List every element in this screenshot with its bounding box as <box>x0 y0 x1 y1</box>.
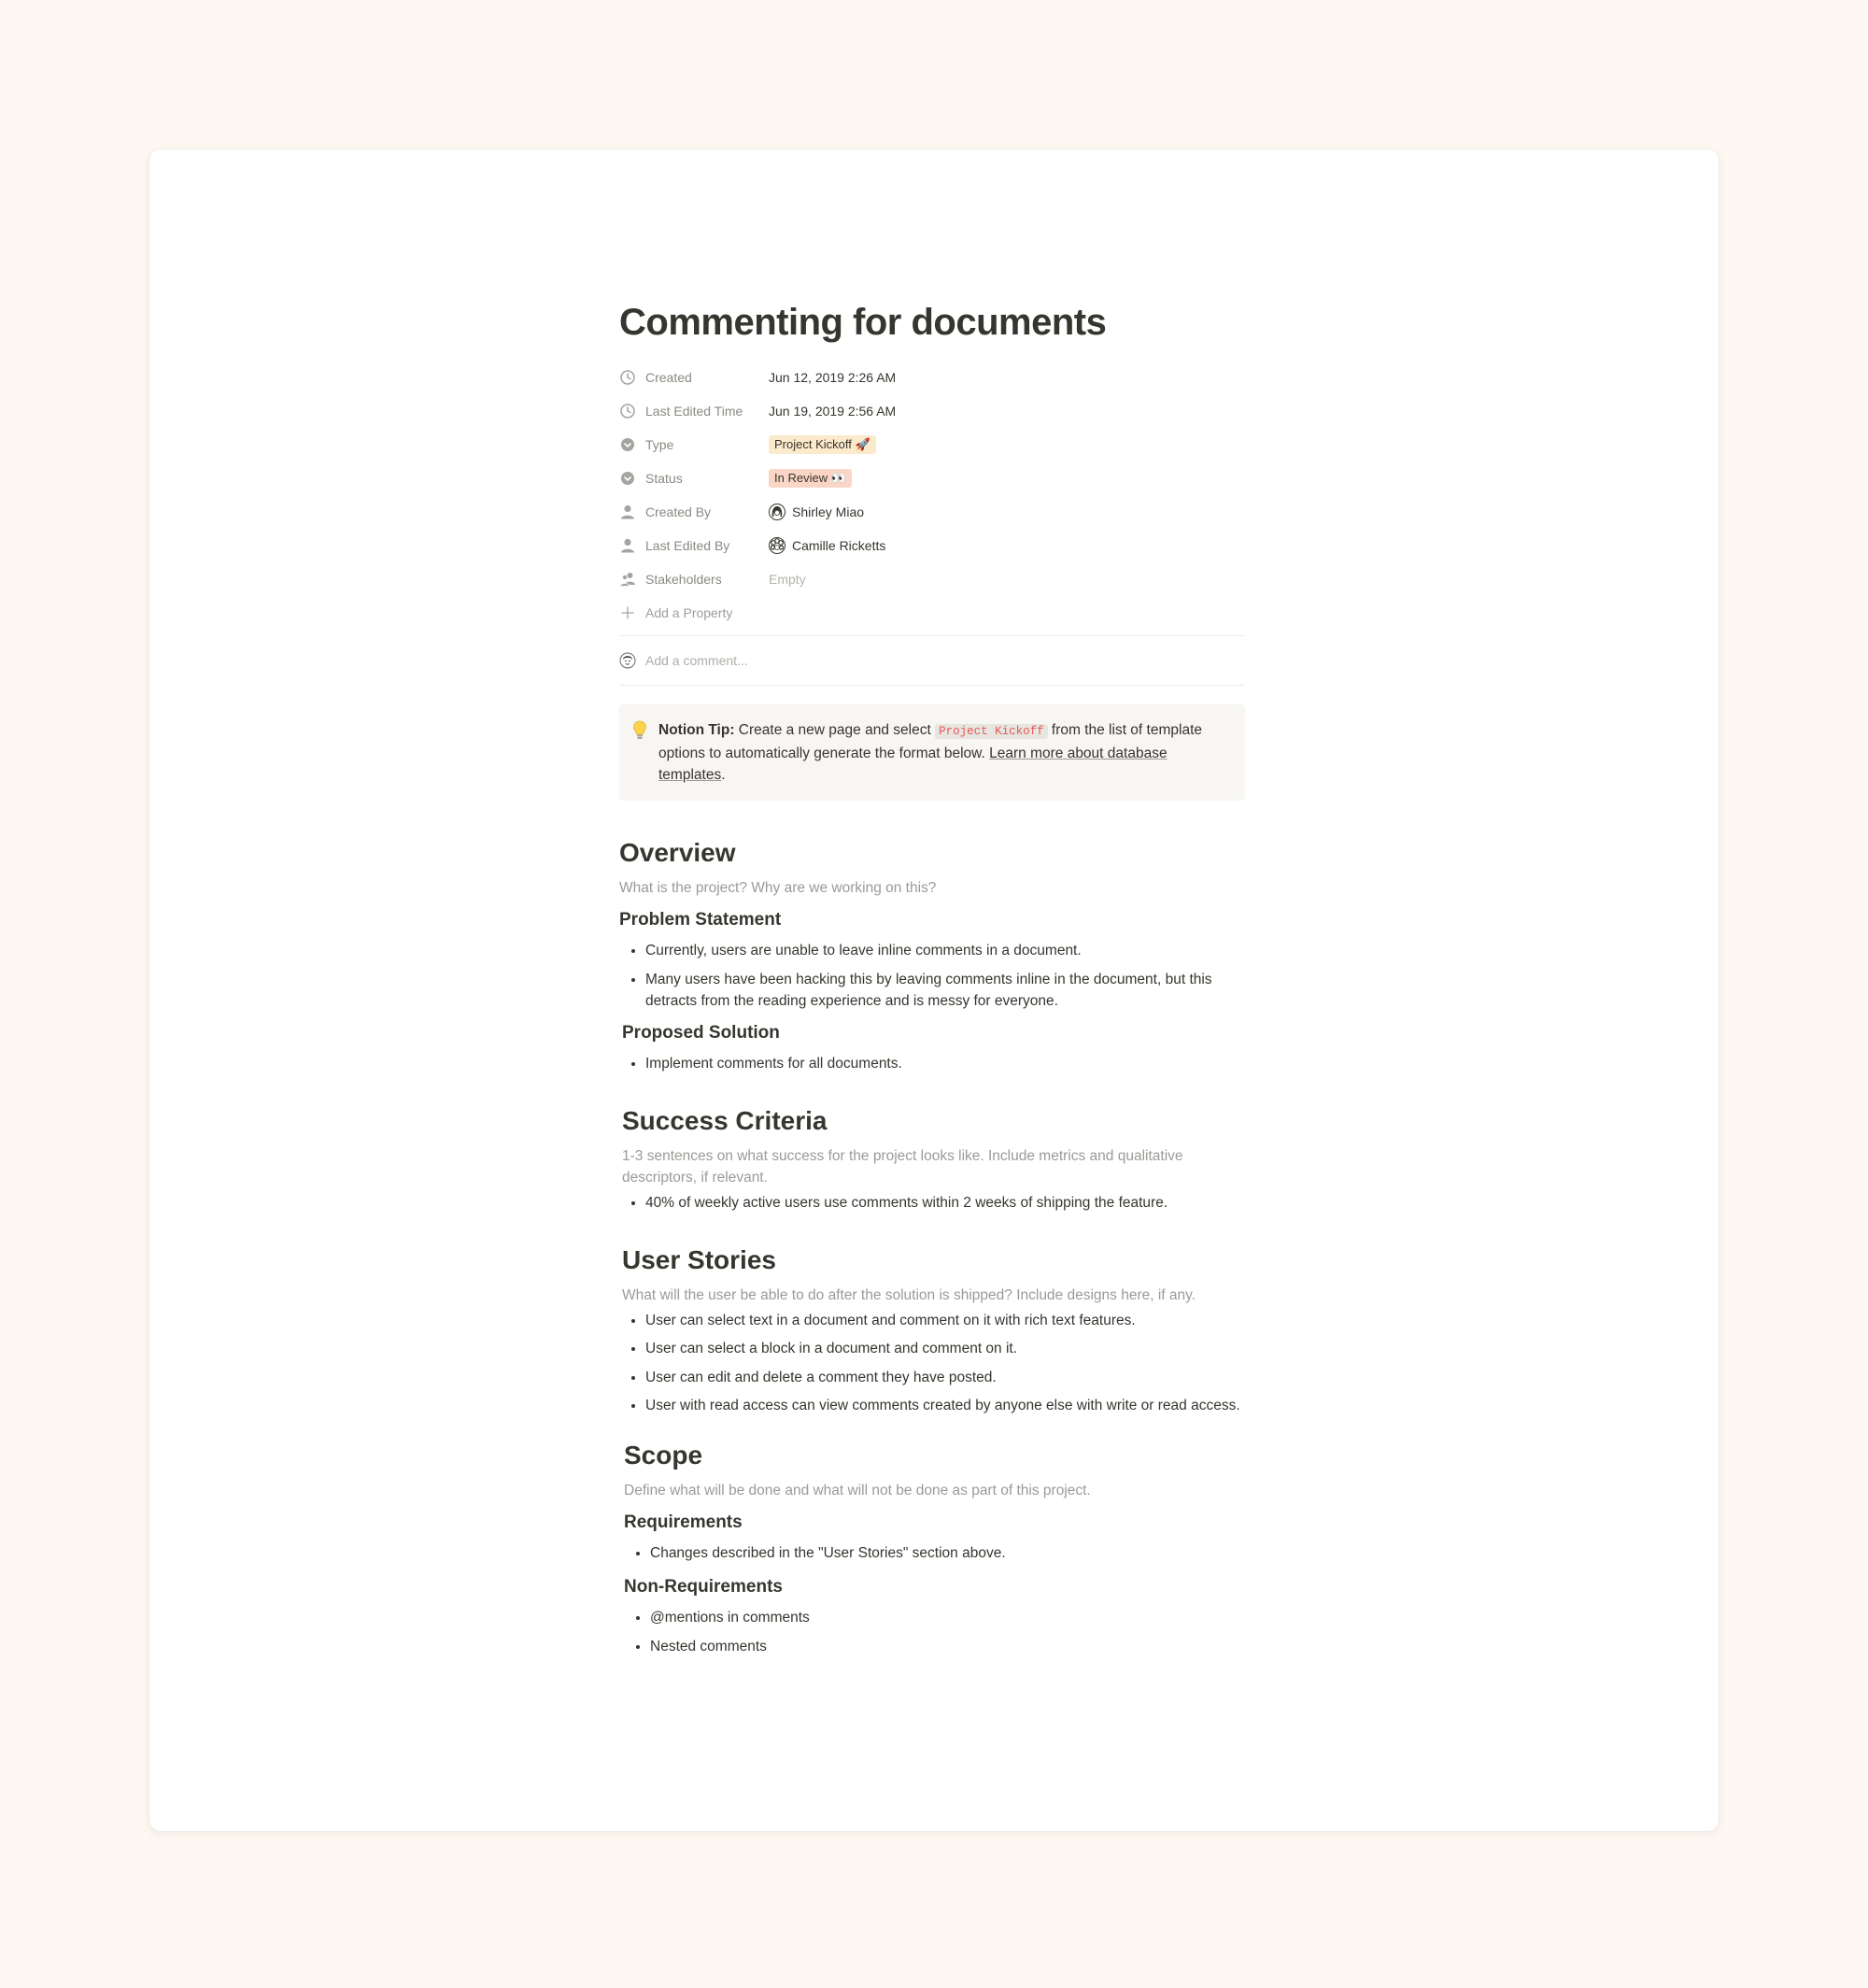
avatar-woman-icon <box>769 504 785 520</box>
callout-text-2: from the list of template options to automatically generate the format below. <box>658 722 1202 761</box>
add-property-label: Add a Property <box>645 605 733 620</box>
heading-requirements[interactable]: Requirements <box>624 1512 743 1532</box>
stories-list <box>619 1310 1245 1417</box>
list-item[interactable]: • User can edit and delete a comment they have posted. <box>645 1367 1245 1388</box>
person-icon <box>619 504 636 520</box>
comment-input[interactable] <box>619 636 1245 685</box>
success-list <box>619 1192 1245 1214</box>
user-name: Shirley Miao <box>792 504 865 519</box>
list-item[interactable]: • 40% of weekly active users use comments within 2 weeks of shipping the feature. <box>645 1192 1245 1214</box>
property-status-value[interactable] <box>769 469 852 488</box>
database-templates-link[interactable]: Learn more about database templates <box>658 746 1168 783</box>
property-stakeholders-key[interactable] <box>619 571 769 588</box>
property-created-by-key[interactable] <box>619 504 769 520</box>
property-created-key[interactable] <box>619 369 769 386</box>
scope-hint[interactable]: Define what will be done and what will not be done as part of this project. <box>624 1483 1091 1498</box>
property-label: Type <box>645 437 674 452</box>
property-type-value[interactable] <box>769 435 876 454</box>
avatar-man-icon <box>619 652 636 669</box>
problem-list <box>619 940 1245 1012</box>
property-label: Stakeholders <box>645 572 722 587</box>
property-created-by-value[interactable] <box>769 504 864 520</box>
avatar <box>769 537 785 554</box>
avatar-curly-icon <box>769 537 785 554</box>
page-title[interactable]: Commenting for documents <box>619 302 1107 343</box>
status-tag[interactable]: In Review 👀 <box>769 469 852 488</box>
callout-text-1: Create a new page and select <box>734 722 936 738</box>
callout-text-3: . <box>721 767 726 783</box>
property-label: Last Edited By <box>645 538 730 553</box>
select-icon <box>619 470 636 487</box>
add-property-button[interactable] <box>619 596 1245 630</box>
property-type <box>619 428 1245 462</box>
comment-placeholder: Add a comment... <box>645 653 748 668</box>
property-created <box>619 361 1245 394</box>
heading-success-criteria[interactable]: Success Criteria <box>622 1105 828 1135</box>
heading-user-stories[interactable]: User Stories <box>622 1244 776 1274</box>
property-last-edited-by-value[interactable] <box>769 537 885 554</box>
avatar <box>619 652 636 669</box>
list-item[interactable]: • Implement comments for all documents. <box>645 1053 1245 1074</box>
list-item[interactable]: • Currently, users are unable to leave inline comments in a document. <box>645 940 1245 961</box>
callout-bold: Notion Tip: <box>658 722 735 738</box>
properties-panel <box>619 361 1245 630</box>
page-content <box>619 299 1245 1664</box>
person-icon <box>619 537 636 554</box>
success-hint[interactable]: 1-3 sentences on what success for the project looks like. Include metrics and qualitative descriptors, if relevant. <box>622 1147 1183 1186</box>
inline-code: Project Kickoff <box>935 724 1048 739</box>
non-requirements-list <box>624 1607 1245 1657</box>
property-created-by <box>619 495 1245 529</box>
scope-section <box>624 1439 1245 1657</box>
solution-list <box>619 1053 1245 1074</box>
stories-section <box>622 1243 1245 1306</box>
property-label: Status <box>645 471 683 486</box>
property-stakeholders-value[interactable]: Empty <box>769 572 806 587</box>
property-last-edited-time-key[interactable] <box>619 403 769 419</box>
people-icon <box>619 571 636 588</box>
stories-hint[interactable]: What will the user be able to do after the solution is shipped? Include designs here, if any. <box>622 1286 1196 1303</box>
list-item[interactable]: • User can select a block in a document and comment on it. <box>645 1338 1245 1359</box>
list-item[interactable]: • User can select text in a document and comment on it with rich text features. <box>645 1310 1245 1331</box>
list-item[interactable]: • Many users have been hacking this by leaving comments inline in the document, but this detracts from the reading experience and is messy for everyone. <box>645 969 1245 1012</box>
select-icon <box>619 436 636 453</box>
heading-proposed-solution[interactable]: Proposed Solution <box>622 1022 780 1043</box>
notion-tip-callout <box>619 704 1245 801</box>
heading-non-requirements[interactable]: Non-Requirements <box>624 1577 783 1597</box>
clock-icon <box>619 369 636 386</box>
heading-overview[interactable]: Overview <box>619 838 736 867</box>
list-item[interactable]: • Changes described in the "User Stories" section above. <box>650 1542 1245 1564</box>
property-stakeholders <box>619 562 1245 596</box>
divider <box>619 685 1245 686</box>
list-item[interactable]: • @mentions in comments <box>650 1607 1245 1628</box>
property-created-value[interactable]: Jun 12, 2019 2:26 AM <box>769 370 897 385</box>
type-tag[interactable]: Project Kickoff 🚀 <box>769 435 876 454</box>
heading-problem-statement[interactable]: Problem Statement <box>619 910 782 930</box>
list-item[interactable]: • User with read access can view comments created by anyone else with write or read access. <box>645 1395 1245 1416</box>
callout-text <box>658 719 1226 786</box>
property-label: Created By <box>645 504 712 519</box>
property-status <box>619 462 1245 495</box>
property-last-edited-time-value[interactable]: Jun 19, 2019 2:56 AM <box>769 404 897 419</box>
list-item[interactable]: • Nested comments <box>650 1636 1245 1657</box>
success-section <box>622 1104 1245 1188</box>
property-label: Created <box>645 370 692 385</box>
add-property-key[interactable] <box>619 604 769 621</box>
property-type-key[interactable] <box>619 436 769 453</box>
lightbulb-icon <box>632 719 658 786</box>
property-label: Last Edited Time <box>645 404 743 419</box>
property-last-edited-by <box>619 529 1245 562</box>
clock-icon <box>619 403 636 419</box>
user-name: Camille Ricketts <box>792 538 886 553</box>
requirements-list <box>624 1542 1245 1564</box>
property-last-edited-time <box>619 394 1245 428</box>
property-last-edited-by-key[interactable] <box>619 537 769 554</box>
overview-hint[interactable]: What is the project? Why are we working on this? <box>619 880 937 896</box>
plus-icon <box>619 604 636 621</box>
property-status-key[interactable] <box>619 470 769 487</box>
avatar <box>769 504 785 520</box>
heading-scope[interactable]: Scope <box>624 1441 703 1470</box>
